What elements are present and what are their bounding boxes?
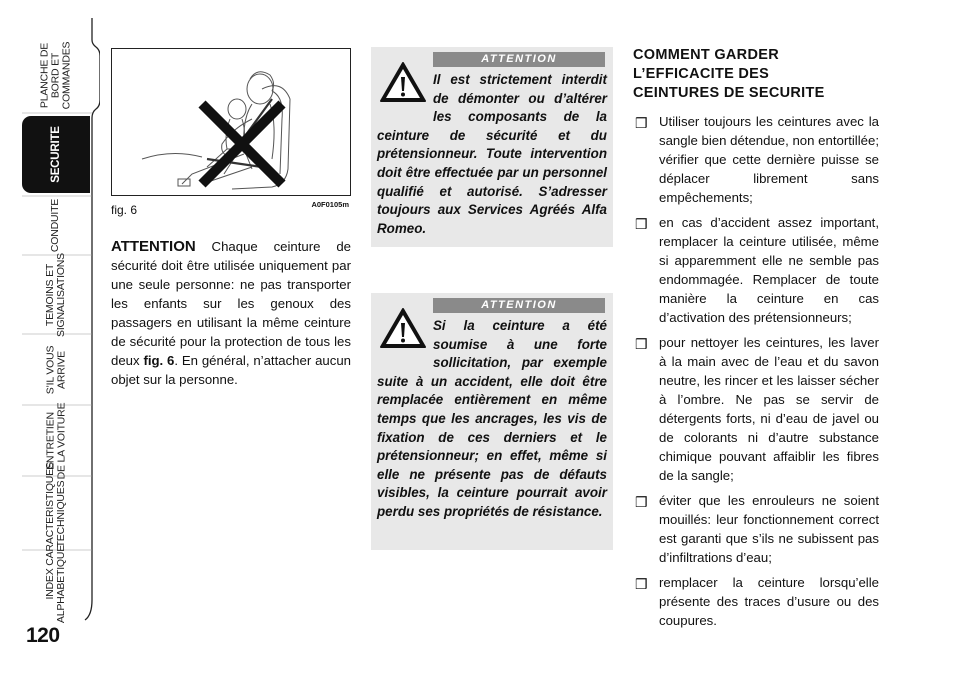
tab-label: S’IL VOUS ARRIVE bbox=[43, 345, 67, 395]
list-item-text: pour nettoyer les ceintures, les laver à la main avec de l’eau et du savon neutre, les rincer et les laisser sécher à l’ombre. Ne pas se servir de détergents forts, ni d’eau de javel ou de colorants ni d’autre substance chimique pouvant affaiblir les fibres de la sangle; bbox=[659, 335, 879, 483]
tab-label: SECURITE bbox=[49, 126, 62, 183]
section-title-line: L’EFFICACITE DES bbox=[633, 66, 770, 82]
list-item-text: en cas d’accident assez important, remplacer la ceinture utilisée, même si apparemment elle ne semble pas endommagée. Remplacer de toute manière la ceinture en cas d’activation des prétensionneurs; bbox=[659, 215, 879, 325]
checkbox-bullet-icon: ❒ bbox=[635, 576, 648, 592]
tab-index[interactable] bbox=[22, 544, 90, 624]
warning-label: ATTENTION bbox=[433, 298, 605, 313]
chapter-sidebar bbox=[0, 0, 100, 692]
list-item bbox=[633, 491, 879, 567]
figure-frame bbox=[111, 48, 351, 196]
list-item-text: Utiliser toujours les ceintures avec la sangle bien détendue, non entortillée; vérifier que cette dernière puisse se déplacer librement sans empêchements; bbox=[659, 114, 879, 205]
list-item bbox=[633, 213, 879, 327]
paragraph-text-end: . En général, n’attacher aucun objet sur la personne. bbox=[111, 353, 352, 387]
warning-label: ATTENTION bbox=[433, 52, 605, 67]
tab-securite[interactable] bbox=[22, 116, 90, 193]
maintenance-list bbox=[633, 112, 879, 636]
list-item bbox=[633, 573, 879, 630]
tab-conduite[interactable] bbox=[22, 198, 90, 253]
checkbox-bullet-icon: ❒ bbox=[635, 336, 648, 352]
tab-label: CARACTERISTIQUES TECHNIQUES bbox=[44, 461, 68, 566]
tab-label: PLANCHE DE BORD ET COMMANDES bbox=[38, 41, 73, 109]
section-title-line: CEINTURES DE SECURITE bbox=[633, 85, 825, 101]
figure-caption: fig. 6 bbox=[111, 203, 138, 217]
checkbox-bullet-icon: ❒ bbox=[635, 216, 648, 232]
checkbox-bullet-icon: ❒ bbox=[635, 115, 648, 131]
figure-6 bbox=[111, 48, 351, 223]
figure-code: A0F0105m bbox=[311, 200, 349, 209]
tab-label: ENTRETIEN DE LA VOITURE bbox=[44, 402, 68, 480]
paragraph-text: Chaque ceinture de sécurité doit être utilisée uniquement par une seule personne: ne pas transporter les enfants sur les genoux des passagers en utilisant la même ceinture de sécurité pour la protection de tous les deux bbox=[111, 239, 351, 368]
checkbox-bullet-icon: ❒ bbox=[635, 494, 648, 510]
tab-planche-de-bord[interactable] bbox=[22, 40, 90, 110]
attention-paragraph bbox=[111, 237, 351, 389]
tab-label: CONDUITE bbox=[49, 198, 62, 253]
warning-text: Il est strictement interdit de démonter ou d’altérer les composants de la ceinture de sécurité et du prétensionneur. Toute intervention doit être effectuée par un personnel qualifié et autorisé. S’adresser toujours aux Services Agréés Alfa Romeo. bbox=[377, 72, 607, 236]
warning-box-1 bbox=[371, 47, 613, 247]
list-item bbox=[633, 333, 879, 485]
tab-caracteristiques[interactable] bbox=[22, 461, 90, 566]
tab-label: INDEX ALPHABETIQUE bbox=[44, 544, 67, 624]
figure-reference: fig. 6 bbox=[143, 353, 175, 368]
tab-temoins[interactable] bbox=[22, 253, 90, 337]
list-item-text: remplacer la ceinture lorsqu’elle présente des traces d’usure ou des coupures. bbox=[659, 575, 879, 628]
warning-text: Si la ceinture a été soumise à une forte sollicitation, par exemple suite à un accident, elle doit être remplacée entièrement en même temps que les ancrages, les vis de fixation de ces derniers et le prétensionneur; en effet, même si elle ne présente pas de défauts visibles, la ceinture pourrait avoir perdu ses propriétés de résistance. bbox=[377, 318, 607, 519]
attention-lead: ATTENTION bbox=[111, 238, 196, 255]
warning-box-2 bbox=[371, 293, 613, 550]
section-title bbox=[633, 46, 825, 103]
seatbelt-illustration bbox=[112, 49, 349, 194]
section-title-line: COMMENT GARDER bbox=[633, 47, 779, 63]
list-item bbox=[633, 112, 879, 207]
tab-sil-vous-arrive[interactable] bbox=[22, 337, 90, 403]
page-number: 120 bbox=[26, 624, 60, 647]
list-item-text: éviter que les enrouleurs ne soient mouillés: leur fonctionnement correct est garanti que s’ils ne subissent pas d’infiltrations d’eau; bbox=[659, 493, 879, 565]
tab-label: TEMOINS ET SIGNALISATIONS bbox=[44, 253, 68, 337]
